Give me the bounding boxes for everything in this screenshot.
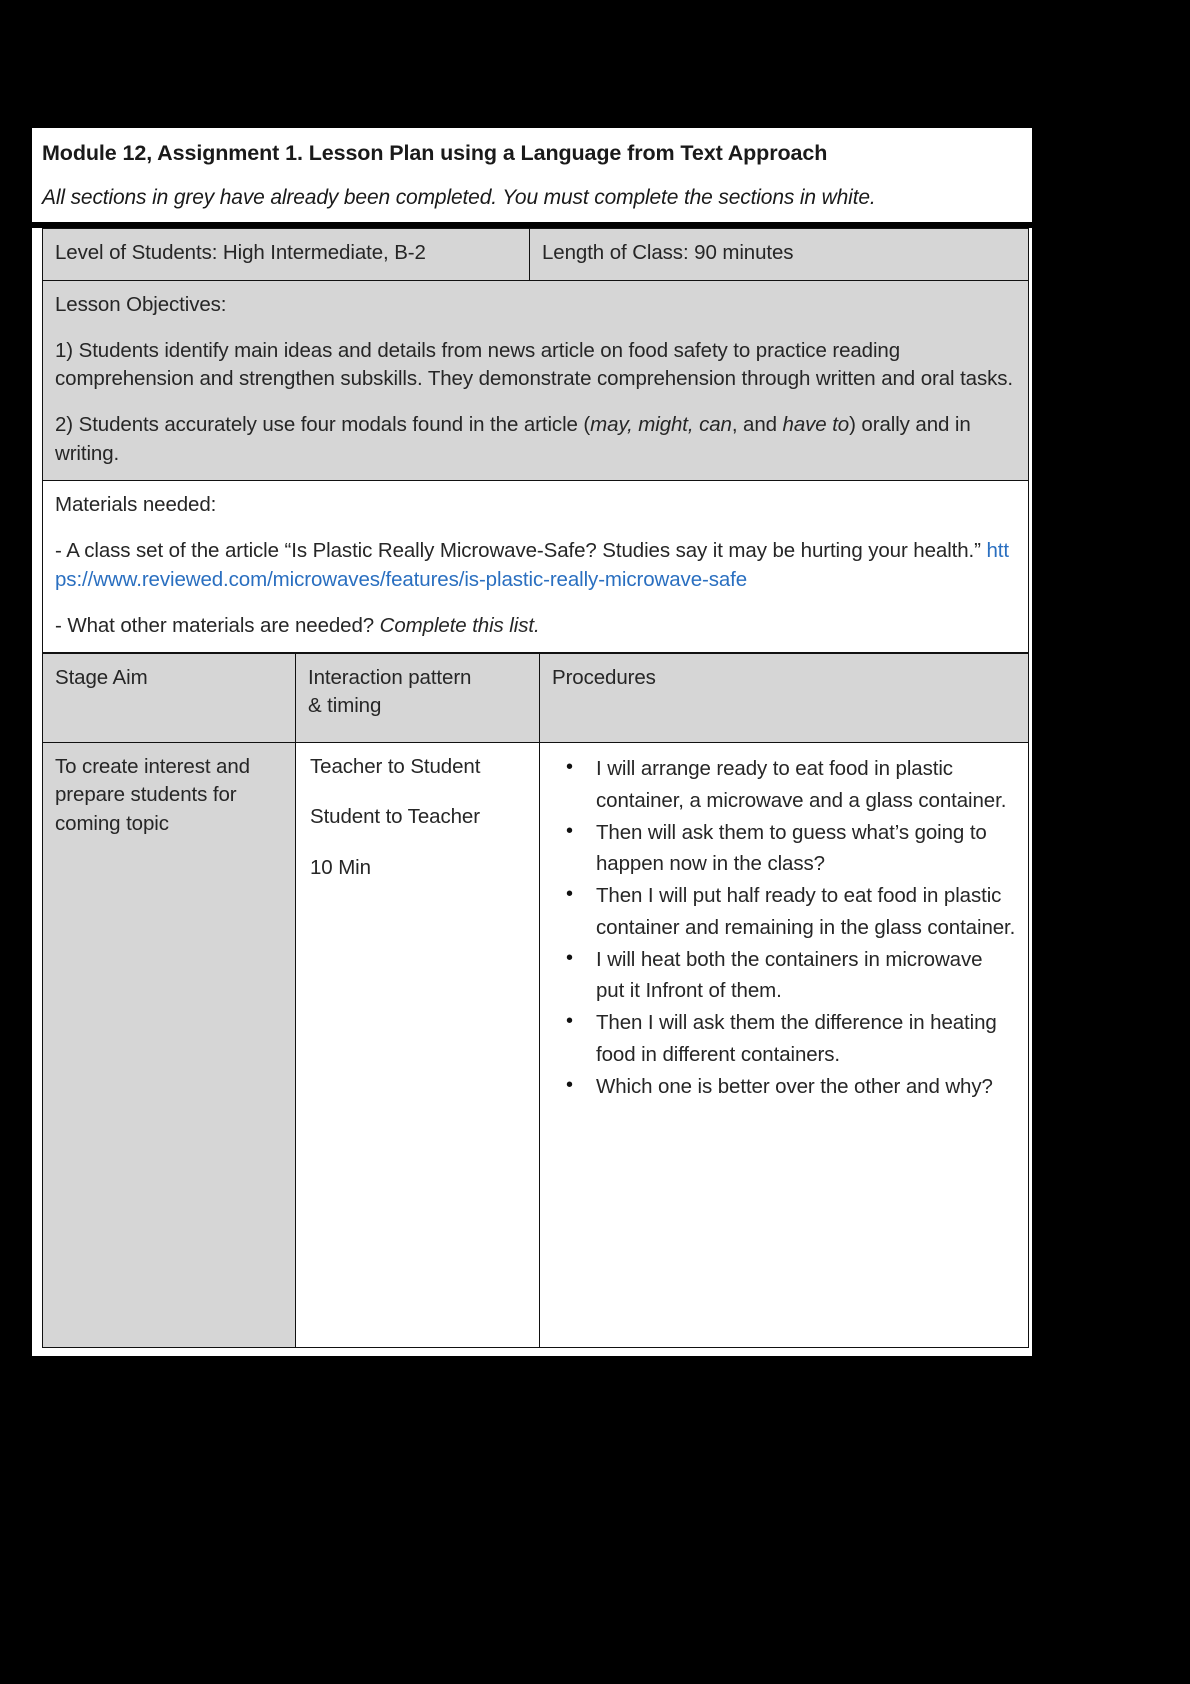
procedures-list [548, 753, 1016, 1102]
objective-2-modals-b: have to [782, 413, 850, 437]
cell-lesson-objectives [43, 280, 1029, 480]
list-item: • Then will ask them to guess what’s going to happen now in the class? [592, 817, 1016, 881]
interaction-line-teacher-to-student: Teacher to Student [310, 755, 481, 779]
lesson-info-table [42, 228, 1029, 653]
table-row-objectives [43, 280, 1029, 480]
cell-interaction-pattern [296, 743, 540, 1348]
document-instruction-note: All sections in grey have already been completed. You must complete the sections in white. [42, 185, 876, 209]
document-paper [32, 128, 1032, 1356]
document-header [32, 128, 1032, 222]
objective-2-suffix: ) orally and in writing. [55, 413, 971, 465]
cell-materials-needed [43, 480, 1029, 652]
interaction-line-student-to-teacher: Student to Teacher [310, 805, 480, 829]
cell-level-of-students: Level of Students: High Intermediate, B-2 [43, 229, 530, 280]
objective-item-2 [55, 411, 1016, 468]
materials-heading: Materials needed: [55, 492, 217, 516]
objective-2-prefix: 2) Students accurately use four modals found in the article ( [55, 413, 591, 437]
column-header-procedures: Procedures [540, 654, 1029, 743]
materials-other-line [55, 612, 1016, 640]
objectives-heading: Lesson Objectives: [55, 292, 227, 316]
interaction-line-timing: 10 Min [310, 855, 371, 879]
cell-length-of-class: Length of Class: 90 minutes [530, 229, 1029, 280]
table-row-materials [43, 480, 1029, 652]
objective-2-modals-a: may, might, can [590, 413, 732, 437]
table-header-row [43, 654, 1029, 743]
page-title: Module 12, Assignment 1. Lesson Plan using a Language from Text Approach [42, 141, 828, 165]
objective-item-1: 1) Students identify main ideas and details from news article on food safety to practice reading comprehension and strengthen subskills. They demonstrate comprehension through written and oral tasks. [55, 338, 1014, 391]
lesson-stages-table [42, 653, 1029, 1348]
materials-article-text: - A class set of the article “Is Plastic Really Microwave-Safe? Studies say it may be hurting your health.” [55, 539, 987, 563]
materials-article-link[interactable]: https://www.reviewed.com/microwaves/features/is-plastic-really-microwave-safe [55, 539, 1009, 591]
cell-procedures [540, 743, 1029, 1348]
objective-2-conjunction: , and [731, 413, 783, 437]
list-item: • I will heat both the containers in microwave put it Infront of them. [592, 944, 1016, 1008]
column-header-interaction-line1: Interaction pattern [308, 666, 472, 690]
materials-other-text: - What other materials are needed? [55, 613, 380, 637]
list-item: • I will arrange ready to eat food in plastic container, a microwave and a glass container. [592, 753, 1016, 817]
materials-other-italic: Complete this list. [379, 613, 540, 637]
column-header-stage-aim: Stage Aim [43, 654, 296, 743]
column-header-interaction-line2: & timing [308, 694, 382, 718]
materials-article-line [55, 537, 1016, 594]
list-item: • Then I will ask them the difference in heating food in different containers. [592, 1007, 1016, 1071]
paper-bottom-margin [32, 1348, 1032, 1356]
list-item: • Then I will put half ready to eat food in plastic container and remaining in the glass container. [592, 880, 1016, 944]
table-row-level-length [43, 229, 1029, 280]
cell-stage-aim: To create interest and prepare students for coming topic [43, 743, 296, 1348]
table-row [43, 743, 1029, 1348]
list-item: • Which one is better over the other and why? [592, 1071, 1016, 1103]
column-header-interaction-pattern [296, 654, 540, 743]
